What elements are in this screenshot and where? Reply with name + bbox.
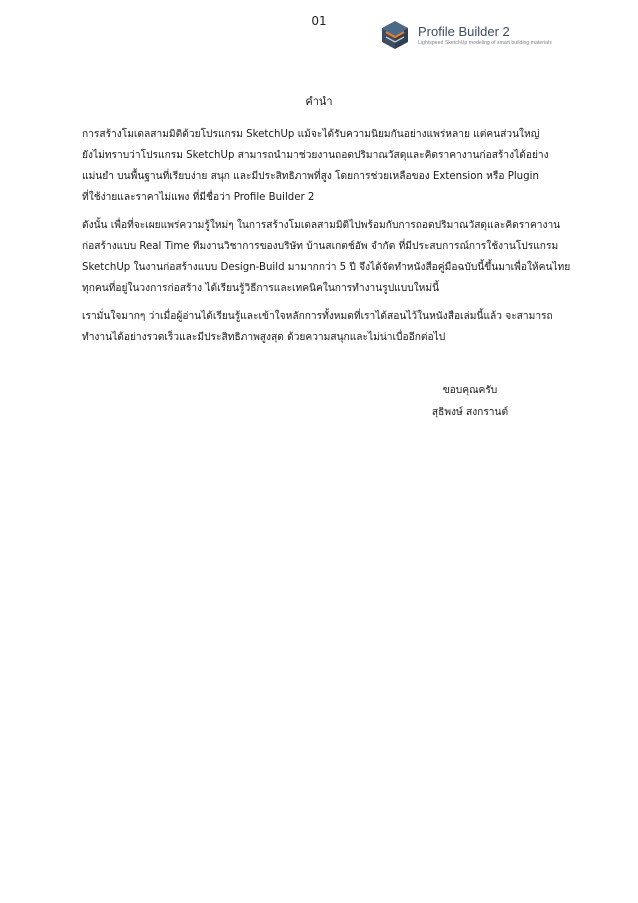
- page-number: 01: [311, 14, 327, 28]
- signature-block: [410, 380, 530, 424]
- brand-tagline: Lightspeed SketchUp modeling of smart building materials: [418, 39, 552, 46]
- paragraph-line: ดังนั้น เพื่อที่จะเผยแพร่ความรู้ใหม่ๆ ในการสร้างโมเดลสามมิติไปพร้อมกับการถอดปริมาณวัสดุและคิดราคางาน: [82, 220, 561, 231]
- brand-title: Profile Builder 2: [418, 23, 510, 39]
- brand-text: [418, 24, 552, 47]
- profile-builder-logo-icon: [380, 20, 410, 50]
- signature-closing: ขอบคุณครับ: [442, 385, 498, 396]
- paragraph-line: ยังไม่ทราบว่าโปรแกรม SketchUp สามารถนำมาช่วยงานถอดปริมาณวัสดุและคิดราคางานก่อสร้างได้อย่าง: [82, 150, 549, 161]
- brand-header: [380, 20, 552, 50]
- paragraph-line: ทำงานได้อย่างรวดเร็วและมีประสิทธิภาพสูงสุด ด้วยความสนุกและไม่น่าเบื่ออีกต่อไป: [82, 332, 446, 343]
- paragraph-line: แม่นยำ บนพื้นฐานที่เรียบง่าย สนุก และมีประสิทธิภาพที่สูง โดยการช่วยเหลือของ Extension หรือ Plugin: [82, 171, 539, 182]
- paragraph-line: ทุกคนที่อยู่ในวงการก่อสร้าง ได้เรียนรู้วิธีการและเทคนิคในการทำงานรูปแบบใหม่นี้: [82, 283, 440, 294]
- document-title: คำนำ: [305, 95, 333, 108]
- paragraph: [82, 215, 582, 299]
- paragraph-line: การสร้างโมเดลสามมิติด้วยโปรแกรม SketchUp แม้จะได้รับความนิยมกันอย่างแพร่หลาย แต่คนส่วนใหญ่: [82, 129, 540, 140]
- paragraph: [82, 124, 582, 208]
- paragraph-line: เรามั่นใจมากๆ ว่าเมื่อผู้อ่านได้เรียนรู้และเข้าใจหลักการทั้งหมดที่เราได้สอนไว้ในหนังสือเล่มนี้แล้ว จะสามารถ: [82, 311, 553, 322]
- paragraph-line: ที่ใช้ง่ายและราคาไม่แพง ที่มีชื่อว่า Profile Builder 2: [82, 192, 315, 203]
- paragraph-line: SketchUp ในงานก่อสร้างแบบ Design-Build มามากกว่า 5 ปี จึงได้จัดทำหนังสือคู่มือฉบับนี้ขึ้นมาเพื่อให้คนไทย: [82, 262, 571, 273]
- paragraph-line: ก่อสร้างแบบ Real Time ทีมงานวิชาการของบริษัท บ้านสเกตช์อัพ จำกัด ที่มีประสบการณ์การใช้งานโปรแกรม: [82, 241, 559, 252]
- signature-name: สุธิพงษ์ สงกรานต์: [431, 407, 509, 418]
- paragraph: [82, 306, 582, 348]
- document-body: [82, 124, 582, 355]
